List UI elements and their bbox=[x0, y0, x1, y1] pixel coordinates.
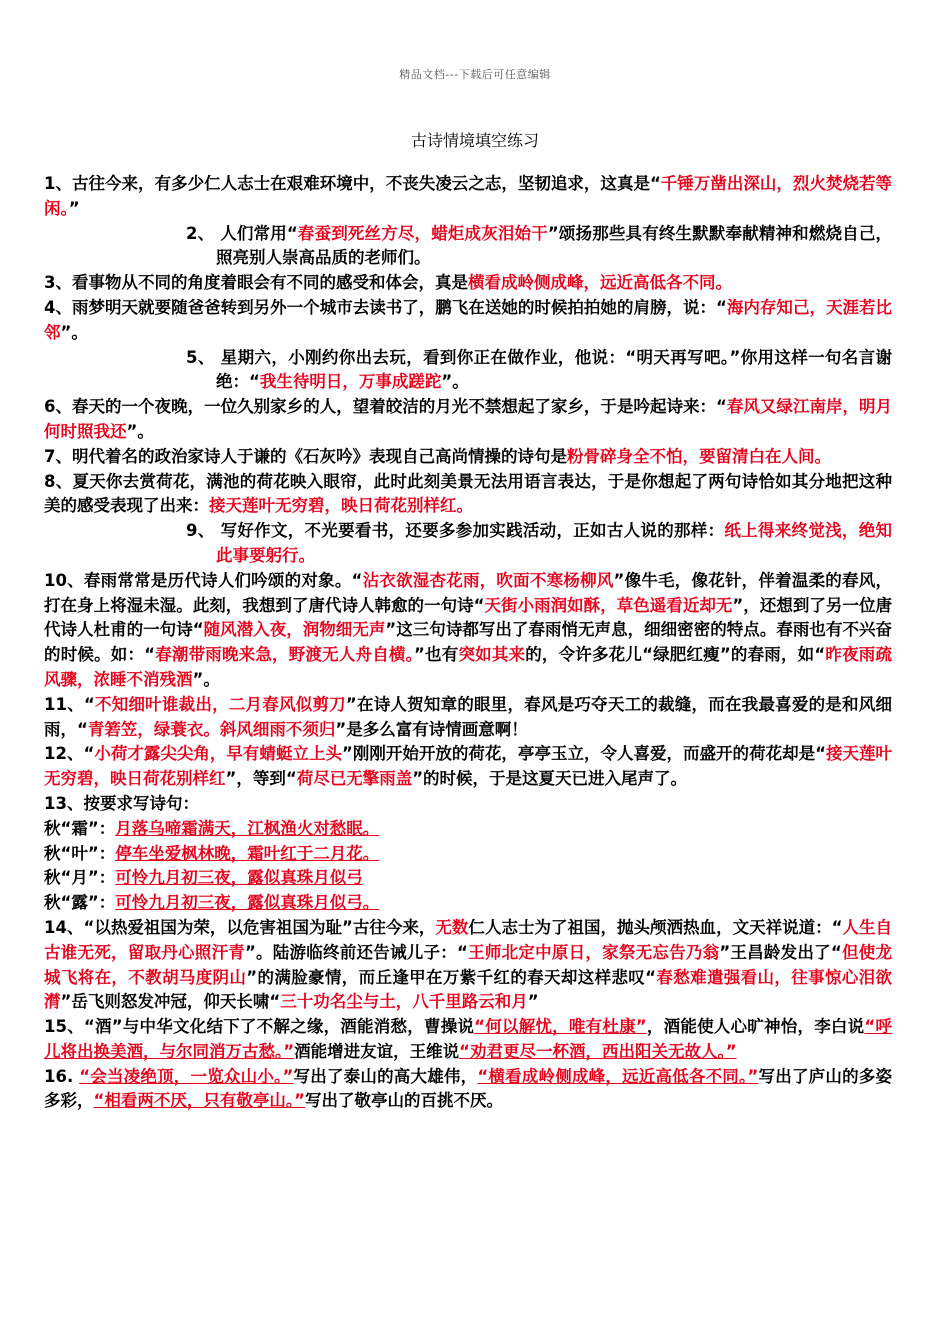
prompt-text: ”岳飞则怒发冲冠，仰天长啸“ bbox=[60, 992, 281, 1012]
prompt-text: 秋“露”： bbox=[44, 893, 116, 913]
answer-text: 天街小雨润如酥，草色遥看近却无 bbox=[484, 595, 733, 615]
prompt-text: 1、古往今来，有多少仁人志士在艰难环境中，不丧失凌云之志，坚韧追求，这真是“ bbox=[44, 174, 661, 193]
question-p5 bbox=[44, 346, 892, 396]
prompt-text: ”，等到“ bbox=[225, 769, 297, 789]
answer-text: 无数 bbox=[435, 917, 469, 937]
answer-text: 停车坐爱枫林晚，霜叶红于二月花。 bbox=[115, 843, 380, 863]
answer-text: 接天莲叶无穷碧，映日荷花别样红。 bbox=[209, 496, 473, 516]
prompt-text: 15、“酒”与中华文化结下了不解之缘，酒能消愁，曹操说 bbox=[44, 1017, 475, 1037]
prompt-text: 3、看事物从不同的角度着眼会有不同的感受和体会，真是 bbox=[44, 273, 468, 293]
prompt-text: 秋“月”： bbox=[44, 868, 116, 888]
prompt-text: 11、“ bbox=[44, 694, 95, 714]
prompt-text: ”。 bbox=[441, 372, 469, 392]
prompt-text: ，酒能使人心旷神怡，李白说 bbox=[646, 1017, 865, 1037]
answer-text: 随风潜入夜，润物细无声 bbox=[203, 620, 386, 640]
prompt-text: 8、夏天你去赏荷花，满池的荷花映入眼帘，此时此刻美景无法用语言表达，于是你想起了两句诗恰如其分地把这种美的感受表现了出来： bbox=[44, 471, 892, 516]
answer-text: “会当凌绝顶，一览众山小。” bbox=[79, 1066, 294, 1086]
question-p3 bbox=[44, 271, 892, 296]
answer-text: “横看成岭侧成峰，远近高低各不同。” bbox=[477, 1066, 759, 1086]
question-p7 bbox=[44, 445, 892, 470]
prompt-text: ”。 bbox=[126, 421, 154, 441]
answer-text: 人生自古谁无死，留取丹心照汗青 bbox=[44, 917, 893, 962]
question-p9 bbox=[44, 519, 892, 569]
prompt-text: 5、 星期六，小刚约你出去玩，看到你正在做作业，他说：“明天再写吧。”你用这样一句名言谢绝：“ bbox=[186, 347, 892, 392]
exercise-body bbox=[44, 172, 892, 1114]
answer-text: 昨夜雨疏风骤，浓睡不消残酒 bbox=[44, 645, 892, 689]
question-p1 bbox=[44, 172, 892, 222]
question-p11 bbox=[44, 693, 892, 743]
answer-text: “相看两不厌，只有敬亭山。” bbox=[93, 1091, 305, 1111]
prompt-text: 10、春雨常常是历代诗人们吟颂的对象。“ bbox=[44, 570, 363, 590]
question-p13d bbox=[44, 891, 892, 916]
prompt-text: 4、雨梦明天就要随爸爸转到另外一个城市去读书了，鹏飞在送她的时候拍拍她的肩膀，说：“ bbox=[44, 297, 727, 317]
answer-text: 可怜九月初三夜，露似真珠月似弓 bbox=[115, 868, 363, 888]
question-p6 bbox=[44, 395, 892, 445]
answer-text: 不知细叶谁裁出，二月春风似剪刀 bbox=[94, 694, 346, 714]
prompt-text: 仁人志士为了祖国，抛头颅洒热血，文天祥说道：“ bbox=[468, 917, 843, 937]
prompt-text: 2、 人们常用“ bbox=[186, 223, 298, 243]
prompt-text: ”的时候，于是这夏天已进入尾声了。 bbox=[412, 769, 688, 789]
prompt-text: ”刚刚开始开放的荷花，亭亭玉立，令人喜爱，而盛开的荷花却是“ bbox=[341, 744, 826, 764]
answer-text: 千锤万凿出深山，烈火焚烧若等闲。 bbox=[44, 174, 892, 218]
answer-text: 粉骨碎身全不怕，要留清白在人间。 bbox=[566, 446, 831, 466]
answer-text: 王师北定中原日，家祭无忘告乃翁 bbox=[467, 942, 720, 962]
answer-text: 但使龙城飞将在，不教胡马度阴山 bbox=[44, 942, 892, 987]
answer-text: 纸上得来终觉浅，绝知此事要躬行。 bbox=[216, 521, 893, 565]
prompt-text: ”。 bbox=[60, 322, 88, 342]
page-title: 古诗情境填空练习 bbox=[410, 131, 539, 150]
prompt-text: ” bbox=[68, 198, 80, 218]
prompt-text: ”这三句诗都写出了春雨悄无声息，细细密密的特点。春雨也有不兴奋的时候。如：“ bbox=[44, 620, 892, 665]
prompt-text: ”颂扬那些具有终生默默奉献精神和燃烧自己，照亮别人崇高品质的老师们。 bbox=[216, 223, 893, 268]
prompt-text: 13、按要求写诗句： bbox=[44, 793, 199, 813]
question-p4 bbox=[44, 296, 892, 346]
question-p13 bbox=[44, 792, 892, 817]
answer-text: 春风又绿江南岸，明月何时照我还 bbox=[44, 397, 893, 441]
answer-text: “劝君更尽一杯酒，西出阳关无故人。” bbox=[459, 1041, 737, 1061]
answer-text: 我生待明日，万事成蹉跎 bbox=[259, 372, 442, 392]
prompt-text: 秋“霜”： bbox=[44, 818, 116, 838]
prompt-text: 16. bbox=[44, 1066, 80, 1086]
prompt-text: ”像牛毛，像花针，伴着温柔的春风，打在身上将湿未湿。此刻，我想到了唐代诗人韩愈的一句诗“ bbox=[44, 570, 892, 615]
question-p10 bbox=[44, 569, 892, 693]
answer-text: 荷尽已无擎雨盖 bbox=[296, 769, 413, 789]
answer-text: 海内存知己，天涯若比邻 bbox=[44, 297, 893, 342]
answer-text: 接天莲叶无穷碧，映日荷花别样红 bbox=[44, 744, 892, 789]
prompt-text: 写出了泰山的高大雄伟， bbox=[293, 1066, 478, 1086]
answer-text: 突如其来 bbox=[458, 645, 526, 665]
prompt-text: 12、“ bbox=[44, 744, 95, 764]
prompt-text: 7、明代着名的政治家诗人于谦的《石灰吟》表现自己高尚情操的诗句是 bbox=[44, 446, 567, 466]
answer-text: 月落乌啼霜满天，江枫渔火对愁眠。 bbox=[115, 818, 380, 838]
question-p13c bbox=[44, 866, 892, 891]
question-p13b bbox=[44, 842, 892, 867]
answer-text: 春潮带雨晚来急，野渡无人舟自横。 bbox=[155, 645, 415, 665]
prompt-text: 的，令许多花儿“绿肥红瘦”的春雨，如“ bbox=[525, 645, 826, 665]
prompt-text: ”，还想到了另一位唐代诗人杜甫的一句诗“ bbox=[44, 595, 892, 640]
question-p12 bbox=[44, 742, 892, 792]
prompt-text: 秋“叶”： bbox=[44, 843, 116, 863]
question-p2 bbox=[44, 222, 892, 272]
answer-text: “呼儿将出换美酒，与尔同消万古愁。” bbox=[44, 1017, 892, 1061]
page-header: 精品文档---下载后可任意编辑 bbox=[399, 68, 551, 81]
answer-text: 春愁难遣强看山，往事惊心泪欲潸 bbox=[44, 967, 892, 1012]
prompt-text: ”在诗人贺知章的眼里，春风是巧夺天工的裁缝，而在我最喜爱的是和风细雨，“ bbox=[44, 694, 892, 739]
prompt-text: 写出了敬亭山的百挑不厌。 bbox=[304, 1091, 503, 1111]
prompt-text: ” bbox=[527, 992, 539, 1012]
question-p13a bbox=[44, 817, 892, 842]
answer-text: 三十功名尘与土，八千里路云和月 bbox=[280, 992, 528, 1012]
prompt-text: ”是多么富有诗情画意啊！ bbox=[335, 719, 528, 739]
prompt-text: ”的满脸豪情，而丘逢甲在万紫千红的春天却这样悲叹“ bbox=[246, 967, 657, 987]
question-p14 bbox=[44, 916, 892, 1015]
prompt-text: 酒能增进友谊，王维说 bbox=[294, 1041, 460, 1061]
question-p8 bbox=[44, 470, 892, 520]
prompt-text: 14、“以热爱祖国为荣，以危害祖国为耻”古往今来， bbox=[44, 917, 436, 937]
prompt-text: 写出了庐山的多姿多彩， bbox=[44, 1066, 892, 1111]
answer-text: 沾衣欲湿杏花雨，吹面不寒杨柳风 bbox=[362, 570, 614, 590]
answer-text: 横看成岭侧成峰，远近高低各不同。 bbox=[467, 273, 732, 293]
answer-text: 春蚕到死丝方尽，蜡炬成灰泪始干 bbox=[297, 223, 548, 243]
answer-text: 青箬笠，绿蓑衣。斜风细雨不须归 bbox=[87, 719, 336, 739]
question-p16 bbox=[44, 1065, 892, 1115]
prompt-text: 6、春天的一个夜晚，一位久别家乡的人，望着皎洁的月光不禁想起了家乡，于是吟起诗来：“ bbox=[44, 397, 727, 417]
prompt-text: 9、 写好作文，不光要看书，还要多参加实践活动，正如古人说的那样： bbox=[186, 521, 725, 541]
prompt-text: ”。陆游临终前还告诫儿子：“ bbox=[244, 942, 468, 962]
answer-text: “何以解忧，唯有杜康” bbox=[474, 1017, 647, 1037]
answer-text: 可怜九月初三夜，露似真珠月似弓。 bbox=[115, 893, 380, 913]
prompt-text: ”。 bbox=[192, 669, 220, 689]
prompt-text: ”也有 bbox=[414, 645, 459, 665]
question-p15 bbox=[44, 1015, 892, 1065]
answer-text: 小荷才露尖尖角，早有蜻蜓立上头 bbox=[94, 744, 342, 764]
prompt-text: ”王昌龄发出了“ bbox=[719, 942, 842, 962]
